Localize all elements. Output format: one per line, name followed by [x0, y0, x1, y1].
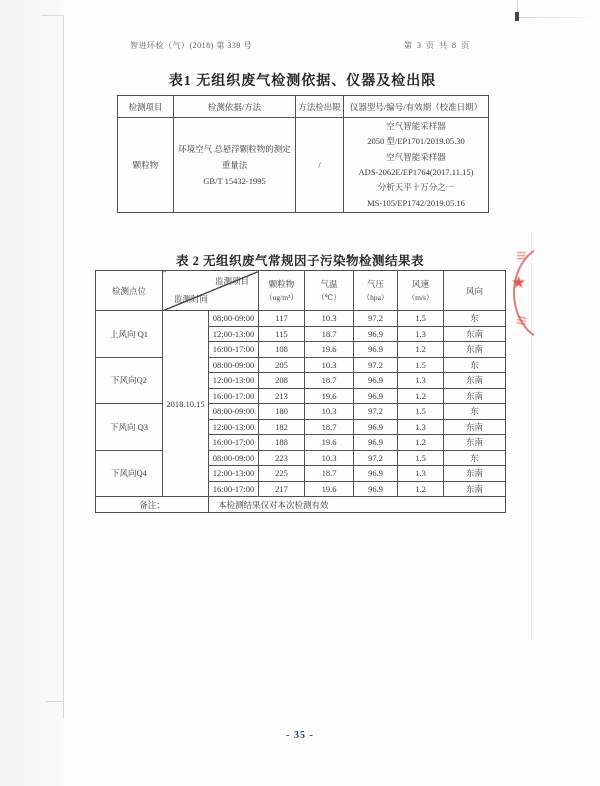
table1-header-instrument: 仪器型号/编号/有效期（校准日期） — [344, 96, 489, 118]
header-temp — [305, 271, 354, 311]
cell-site: 上风向 Q1 — [96, 311, 163, 358]
scan-page-edge-top-right-h — [517, 17, 600, 18]
scan-page-edge-top — [41, 15, 63, 16]
header-diagonal-cell — [163, 271, 259, 311]
scan-left-strip — [0, 0, 63, 786]
cell-pm: 117 — [259, 311, 305, 327]
table2-header-row — [96, 271, 506, 311]
diagonal-label-top: 监测项目 — [214, 276, 249, 286]
header-label: 风速 — [411, 279, 429, 289]
cell-time: 16:00-17:00 — [209, 342, 259, 358]
cell-temp: 19.6 — [305, 342, 354, 358]
cell-pressure: 97.2 — [354, 357, 398, 373]
table1-header-row — [118, 96, 489, 118]
cell-site: 下风向Q4 — [96, 450, 163, 497]
cell-pm: 115 — [259, 326, 305, 342]
cell-pressure: 96.9 — [354, 435, 398, 451]
cell-site: 下风向Q2 — [96, 357, 163, 404]
header-pm — [259, 271, 305, 311]
cell-temp: 18.7 — [305, 326, 354, 342]
cell-pm: 180 — [259, 404, 305, 420]
cell-pressure: 96.9 — [354, 388, 398, 404]
header-wind-dir — [444, 271, 506, 311]
cell-pm: 108 — [259, 342, 305, 358]
cell-temp: 18.7 — [305, 373, 354, 389]
cell-wind-speed: 1.5 — [398, 404, 444, 420]
cell-wind-dir: 东南 — [444, 466, 506, 482]
header-pressure — [354, 271, 398, 311]
cell-wind-speed: 1.3 — [398, 373, 444, 389]
table1-data-row — [118, 118, 489, 213]
scan-corner-bottom-left — [46, 701, 64, 702]
cell-time: 08:00-09:00 — [209, 311, 259, 327]
instrument-line: 分析天平十万分之一 — [377, 182, 455, 193]
cell-pressure: 96.9 — [354, 466, 398, 482]
cell-pressure: 96.9 — [354, 419, 398, 435]
cell-wind-speed: 1.2 — [398, 342, 444, 358]
star-icon: ★ — [511, 273, 527, 293]
cell-time: 12:00-13:00 — [209, 326, 259, 342]
cell-temp: 19.6 — [305, 481, 354, 497]
report-number: 智进环检（气）(2018) 第 339 号 — [130, 41, 252, 50]
method-line: GB/T 15432-1995 — [203, 176, 266, 186]
cell-time: 08:00-09:00 — [209, 450, 259, 466]
cell-temp: 10.3 — [305, 357, 354, 373]
header-label: 气温 — [320, 279, 338, 289]
cell-pm: 217 — [259, 481, 305, 497]
note-text: 本检测结果仅对本次检测有效 — [209, 497, 506, 513]
seal-character-mark — [517, 252, 526, 261]
cell-pressure: 96.9 — [354, 326, 398, 342]
method-line: 重量法 — [221, 160, 248, 170]
instrument-line: MS-105/EP1742/2019.05.16 — [367, 197, 465, 208]
cell-site: 下风向 Q3 — [96, 404, 163, 451]
cell-wind-speed: 1.3 — [398, 326, 444, 342]
cell-instruments — [344, 118, 489, 213]
cell-wind-speed: 1.3 — [398, 466, 444, 482]
cell-temp: 10.3 — [305, 450, 354, 466]
header-unit: （℃） — [317, 293, 341, 302]
cell-detection-limit: / — [296, 118, 344, 213]
scan-corner-bottom-left-v — [63, 701, 64, 719]
table1-header-limit: 方法检出限 — [296, 96, 344, 118]
table2-title: 表 2 无组织废气常规因子污染物检测结果表 — [175, 254, 424, 268]
header-point: 检测点位 — [96, 271, 163, 311]
cell-temp: 18.7 — [305, 466, 354, 482]
cell-time: 12:00-13:00 — [209, 419, 259, 435]
header-label: 气压 — [366, 279, 384, 289]
table1 — [117, 95, 488, 213]
table-row — [96, 311, 506, 327]
cell-temp: 10.3 — [305, 404, 354, 420]
cell-time: 16:00-17:00 — [209, 388, 259, 404]
instrument-line: 空气智能采样器 — [386, 151, 446, 162]
instrument-line: 2050 型/EP1701/2019.05.30 — [367, 136, 465, 147]
cell-monitor-date: 2018.10.15 — [163, 311, 209, 497]
cell-temp: 10.3 — [305, 311, 354, 327]
cell-time: 08:00-09:00 — [209, 404, 259, 420]
cell-wind-speed: 1.5 — [398, 450, 444, 466]
header-wind-speed — [398, 271, 444, 311]
cell-wind-dir: 东 — [444, 450, 506, 466]
cell-wind-speed: 1.5 — [398, 311, 444, 327]
cell-pm: 223 — [259, 450, 305, 466]
cell-time: 08:00-09:00 — [209, 357, 259, 373]
cell-wind-dir: 东南 — [444, 326, 506, 342]
page-indicator: 第 3 页 共 8 页 — [404, 41, 471, 50]
method-line: 环境空气 总悬浮颗粒物的测定 — [178, 144, 291, 154]
table-row — [96, 357, 506, 373]
note-label: 备注： — [96, 497, 209, 513]
cell-pm: 182 — [259, 419, 305, 435]
cell-time: 16:00-17:00 — [209, 435, 259, 451]
cell-time: 12:00-13:00 — [209, 373, 259, 389]
table1-header-item: 检测项目 — [118, 96, 174, 118]
table-row — [96, 404, 506, 420]
cell-wind-speed: 1.5 — [398, 357, 444, 373]
instrument-line: ADS-2062E/EP1764(2017.11.15) — [358, 167, 474, 177]
header-unit: （ug/m³） — [265, 293, 298, 302]
cell-pressure: 96.9 — [354, 373, 398, 389]
seal-character-mark — [516, 316, 527, 327]
cell-temp: 18.7 — [305, 419, 354, 435]
cell-method — [174, 118, 296, 213]
instrument-line: 空气智能采样器 — [386, 121, 446, 132]
cell-wind-dir: 东南 — [444, 388, 506, 404]
scan-dark-tick-mark — [515, 12, 519, 21]
diagonal-label-bottom: 监测时间 — [174, 294, 209, 304]
cell-pressure: 97.2 — [354, 450, 398, 466]
cell-wind-speed: 1.2 — [398, 481, 444, 497]
cell-wind-speed: 1.3 — [398, 419, 444, 435]
cell-pressure: 97.2 — [354, 404, 398, 420]
table1-header-method: 检测依据/方法 — [174, 96, 296, 118]
cell-item: 颗粒物 — [118, 118, 174, 213]
cell-temp: 19.6 — [305, 388, 354, 404]
cell-wind-dir: 东南 — [444, 435, 506, 451]
cell-wind-dir: 东 — [444, 404, 506, 420]
cell-pm: 225 — [259, 466, 305, 482]
note-row — [96, 497, 506, 513]
cell-wind-dir: 东 — [444, 357, 506, 373]
cell-pressure: 97.2 — [354, 311, 398, 327]
cell-pressure: 96.9 — [354, 481, 398, 497]
table1-title: 表1 无组织废气检测依据、仪器及检出限 — [168, 74, 437, 89]
cell-wind-speed: 1.2 — [398, 435, 444, 451]
cell-pm: 208 — [259, 373, 305, 389]
cell-wind-speed: 1.2 — [398, 388, 444, 404]
red-seal-stamp — [508, 243, 534, 340]
cell-wind-dir: 东南 — [444, 342, 506, 358]
header-label: 风向 — [465, 285, 483, 296]
cell-pm: 188 — [259, 435, 305, 451]
page-number: - 35 - — [286, 730, 314, 741]
header-unit: （hpa） — [362, 293, 389, 302]
table-row — [96, 450, 506, 466]
cell-temp: 19.6 — [305, 435, 354, 451]
cell-wind-dir: 东南 — [444, 419, 506, 435]
cell-time: 12:00-13:00 — [209, 466, 259, 482]
header-label: 颗粒物 — [268, 279, 295, 289]
cell-pm: 205 — [259, 357, 305, 373]
cell-pressure: 96.9 — [354, 342, 398, 358]
cell-wind-dir: 东南 — [444, 373, 506, 389]
cell-wind-dir: 东南 — [444, 481, 506, 497]
cell-time: 16:00-17:00 — [209, 481, 259, 497]
table2 — [95, 270, 505, 513]
cell-wind-dir: 东 — [444, 311, 506, 327]
cell-pm: 213 — [259, 388, 305, 404]
scan-page-edge-left — [63, 15, 64, 705]
header-unit: （m/s） — [407, 293, 434, 302]
